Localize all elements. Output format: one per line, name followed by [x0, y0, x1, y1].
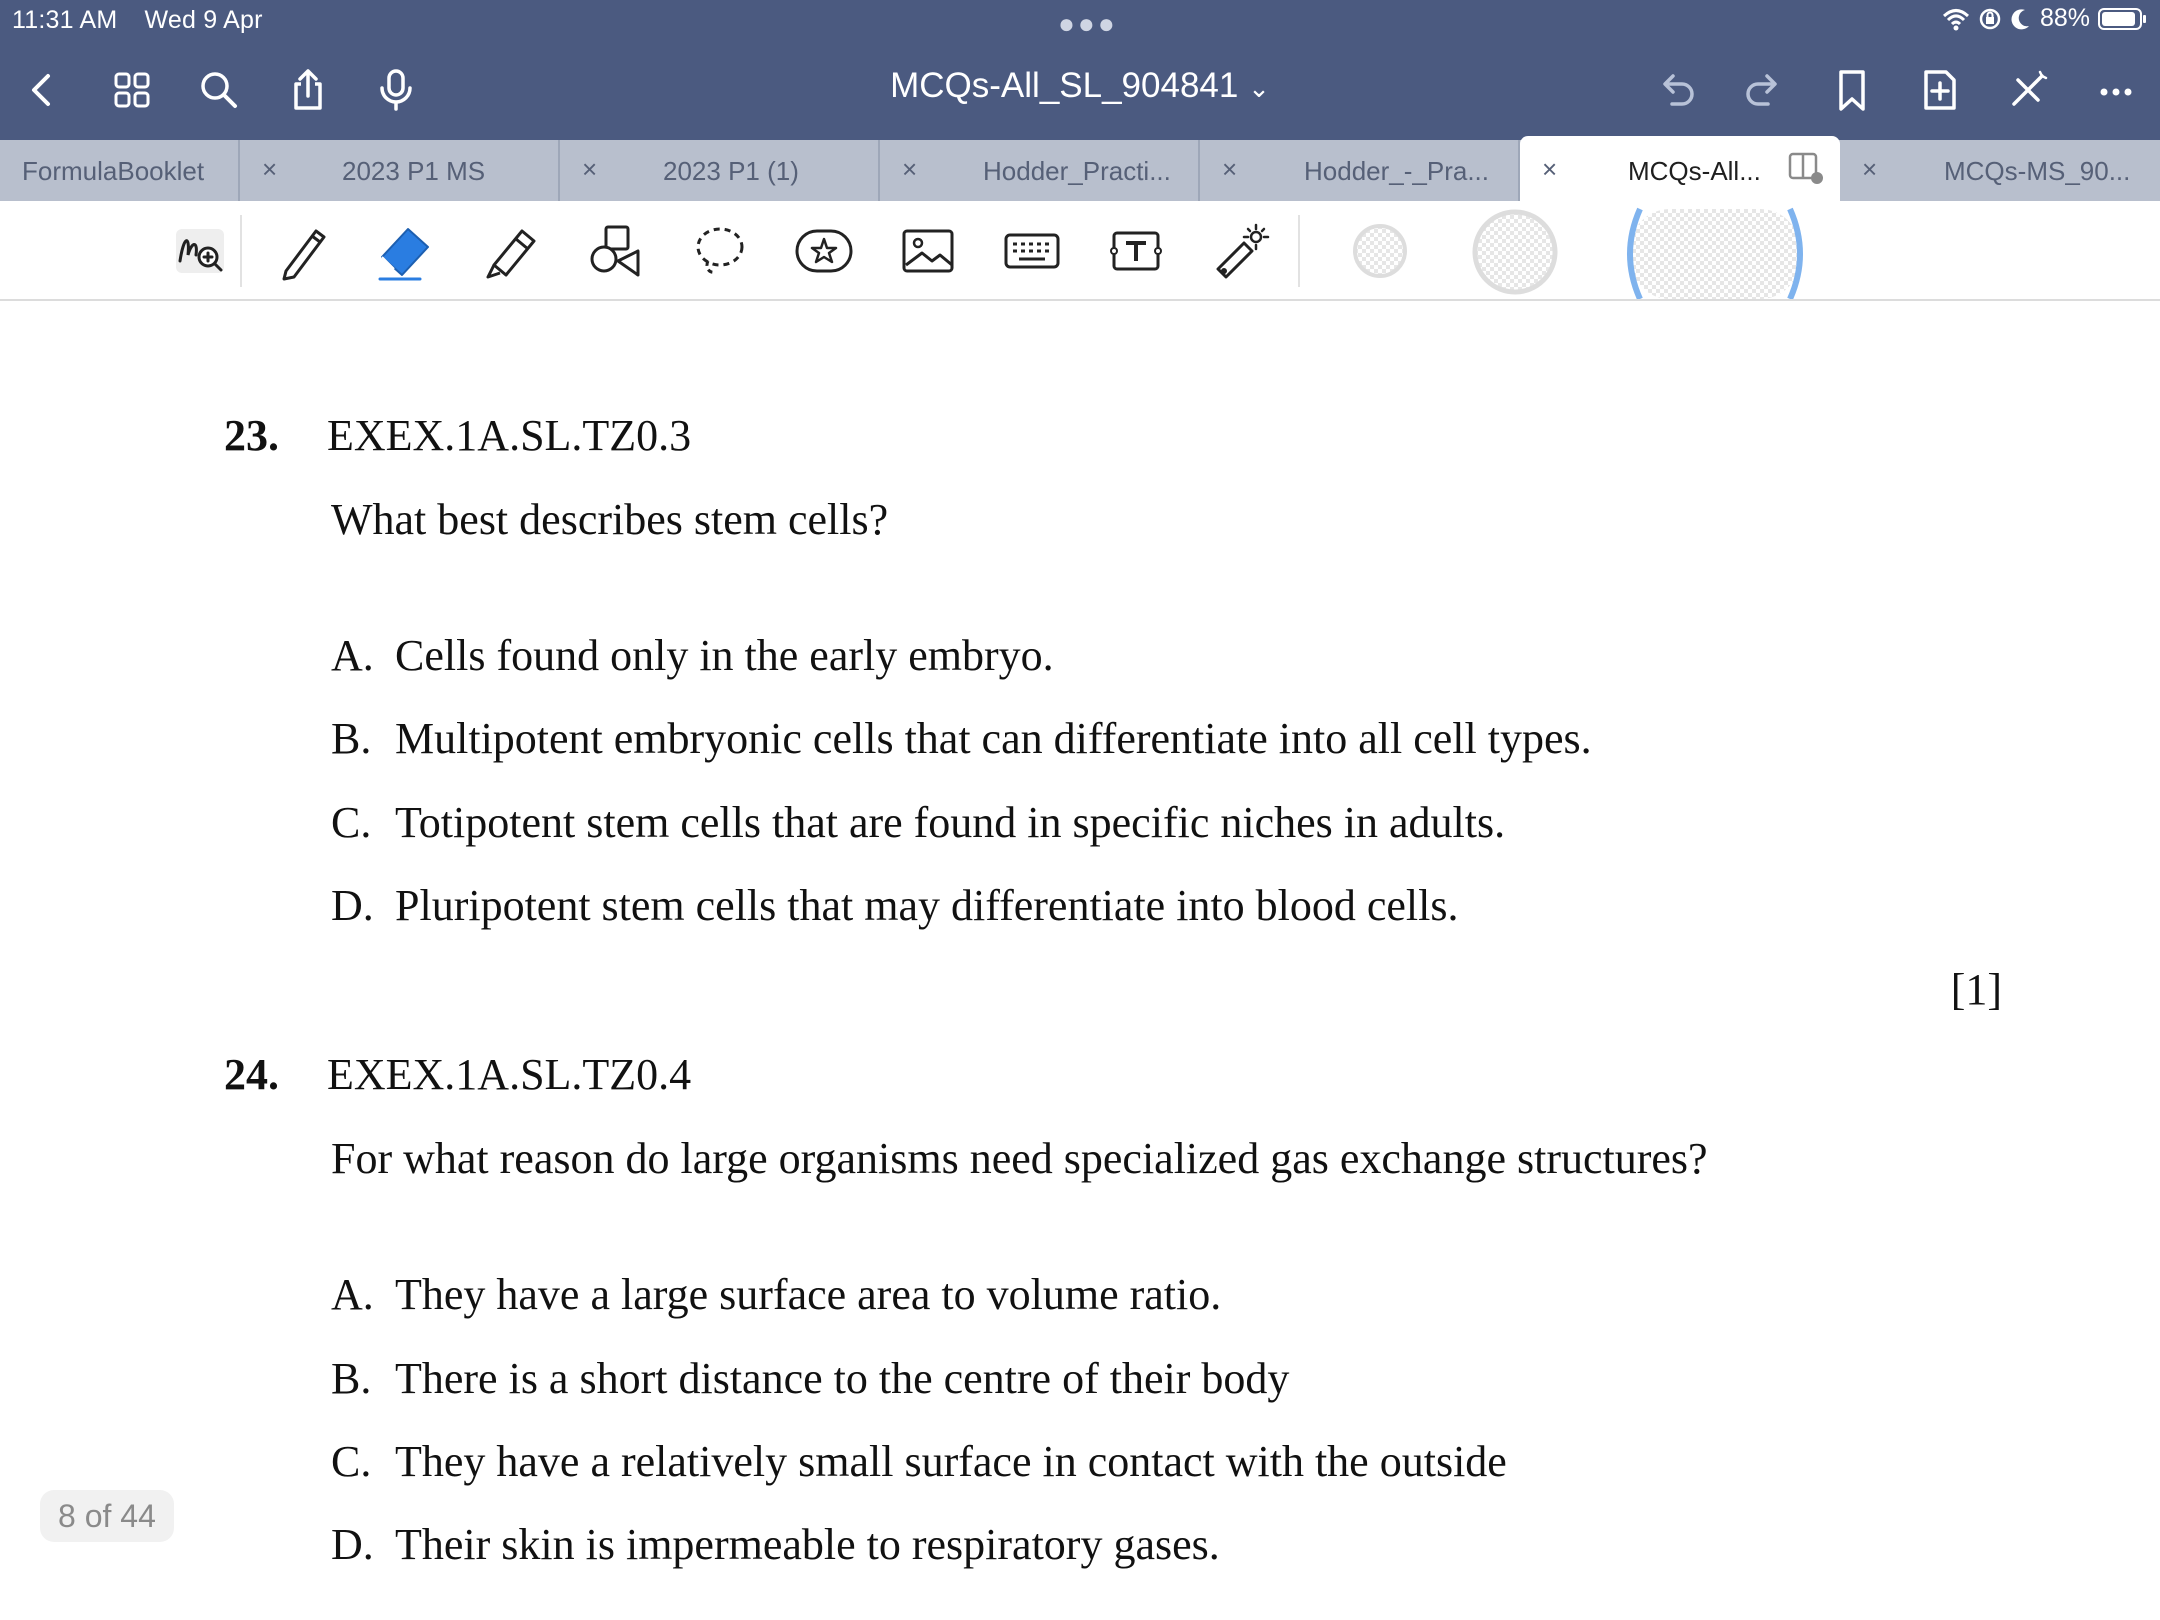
eraser-icon: [374, 221, 434, 281]
chevron-left-icon: [18, 66, 66, 114]
pen-close-icon: [2004, 66, 2052, 114]
tab-label: MCQs-MS_90...: [1944, 156, 2131, 186]
pdf-page: [0, 300, 2160, 1620]
tab-mcqs-all[interactable]: [1520, 136, 1840, 201]
chevron-down-icon: ⌄: [1248, 73, 1270, 103]
option-a: [331, 630, 1054, 681]
option-text: They have a relatively small surface in contact with the outside: [395, 1437, 1507, 1486]
toolbar-divider: [240, 215, 242, 287]
close-icon[interactable]: ×: [1862, 154, 1878, 184]
option-text: There is a short distance to the centre of their body: [395, 1354, 1290, 1403]
tab-2023-p1-ms[interactable]: [240, 140, 560, 201]
status-date: Wed 9 Apr: [144, 6, 263, 34]
zoom-window-tool[interactable]: [168, 219, 232, 283]
add-page-icon: [1916, 66, 1964, 114]
undo-button[interactable]: [1648, 62, 1704, 118]
option-text: Their skin is impermeable to respiratory gases.: [395, 1520, 1220, 1569]
shapes-tool[interactable]: [582, 219, 646, 283]
option-text: Pluripotent stem cells that may differentiate into blood cells.: [395, 881, 1459, 930]
split-view-icon[interactable]: [1788, 152, 1826, 186]
highlighter-icon: [480, 221, 540, 281]
wifi-icon: [1942, 7, 1970, 31]
sticker-icon: [794, 221, 854, 281]
add-page-button[interactable]: [1912, 62, 1968, 118]
orientation-lock-icon: [1978, 7, 2002, 31]
more-button[interactable]: [2088, 62, 2144, 118]
option-text: Totipotent stem cells that are found in specific niches in adults.: [395, 798, 1506, 847]
eraser-tool[interactable]: [372, 219, 436, 283]
option-text: Cells found only in the early embryo.: [395, 631, 1054, 680]
tab-formula-booklet[interactable]: [0, 140, 240, 201]
tab-hodder-practice[interactable]: [880, 140, 1200, 201]
option-letter: D.: [331, 1520, 374, 1569]
option-letter: B.: [331, 1354, 372, 1403]
bookmark-icon: [1828, 66, 1876, 114]
option-b: [331, 713, 1592, 764]
battery-percent: 88%: [2039, 4, 2090, 32]
question-number: 23.: [224, 411, 279, 460]
text-tool[interactable]: [1104, 219, 1168, 283]
keyboard-icon: [1002, 221, 1062, 281]
status-bar-right: [1942, 4, 2142, 33]
tab-label: Hodder_-_Pra...: [1304, 156, 1489, 186]
image-tool[interactable]: [896, 219, 960, 283]
eraser-size-small[interactable]: [1350, 221, 1410, 281]
option-d: [331, 880, 1459, 931]
text-box-icon: [1106, 221, 1166, 281]
lasso-tool[interactable]: [688, 219, 752, 283]
ellipsis-icon: [2092, 66, 2140, 114]
image-icon: [898, 221, 958, 281]
keyboard-tool[interactable]: [1000, 219, 1064, 283]
elements-tool[interactable]: [792, 219, 856, 283]
document-tabs: [0, 140, 2160, 201]
tab-mcqs-ms[interactable]: [1840, 140, 2160, 201]
microphone-icon: [372, 66, 420, 114]
option-letter: A.: [331, 1270, 374, 1319]
dictation-button[interactable]: [368, 62, 424, 118]
question-marks: [1]: [1950, 965, 2002, 1014]
redo-icon: [1740, 66, 1788, 114]
close-icon[interactable]: ×: [902, 154, 918, 184]
close-icon[interactable]: ×: [582, 154, 598, 184]
share-icon: [284, 66, 332, 114]
pen-tool[interactable]: [270, 219, 334, 283]
document-title-text: MCQs-All_SL_904841: [890, 66, 1239, 105]
tab-label: 2023 P1 (1): [663, 156, 799, 186]
undo-icon: [1652, 66, 1700, 114]
laser-pointer-icon: [1210, 221, 1270, 281]
bookmark-button[interactable]: [1824, 62, 1880, 118]
option-a: [331, 1269, 1221, 1320]
option-letter: C.: [331, 798, 372, 847]
option-letter: D.: [331, 881, 374, 930]
pen-icon: [272, 221, 332, 281]
eraser-size-medium[interactable]: [1470, 207, 1560, 297]
question-number: 24.: [224, 1050, 279, 1099]
option-letter: A.: [331, 631, 374, 680]
option-c: [331, 1436, 1507, 1487]
laser-pointer-tool[interactable]: [1208, 219, 1272, 283]
annotation-toolbar: [0, 201, 2160, 301]
status-time: 11:31 AM: [12, 6, 118, 34]
multitask-dots[interactable]: ●●●: [1058, 8, 1118, 39]
grid-icon: [108, 66, 156, 114]
close-editing-button[interactable]: [2000, 62, 2056, 118]
thumbnails-button[interactable]: [104, 62, 160, 118]
close-icon[interactable]: ×: [262, 154, 278, 184]
question-code: EXEX.1A.SL.TZ0.4: [327, 1050, 692, 1099]
share-button[interactable]: [280, 62, 336, 118]
close-icon[interactable]: ×: [1222, 154, 1238, 184]
option-d: [331, 1519, 1220, 1570]
question-text: What best describes stem cells?: [331, 495, 889, 544]
question-code: EXEX.1A.SL.TZ0.3: [327, 411, 692, 460]
shapes-icon: [584, 221, 644, 281]
search-button[interactable]: [191, 62, 247, 118]
question-text: For what reason do large organisms need specialized gas exchange structures?: [331, 1134, 1708, 1183]
tab-label: MCQs-All...: [1628, 156, 1761, 186]
highlighter-tool[interactable]: [478, 219, 542, 283]
app-chrome: [0, 0, 2160, 140]
tab-hodder-pra[interactable]: [1200, 140, 1520, 201]
toolbar-divider: [1298, 215, 1300, 287]
option-letter: C.: [331, 1437, 372, 1486]
moon-icon: [2010, 7, 2032, 31]
search-icon: [195, 66, 243, 114]
back-button[interactable]: [14, 62, 70, 118]
tab-label: FormulaBooklet: [22, 156, 205, 186]
option-c: [331, 797, 1505, 848]
tab-label: 2023 P1 MS: [342, 156, 486, 186]
redo-button[interactable]: [1736, 62, 1792, 118]
page-indicator: 8 of 44: [40, 1490, 174, 1542]
handwriting-zoom-icon: [170, 221, 230, 281]
option-text: Multipotent embryonic cells that can differentiate into all cell types.: [395, 714, 1592, 763]
battery-icon: [2098, 8, 2142, 30]
eraser-size-large[interactable]: [1620, 205, 1810, 299]
lasso-icon: [690, 221, 750, 281]
close-icon[interactable]: ×: [1542, 154, 1558, 184]
status-bar-left: [12, 6, 283, 35]
tab-2023-p1[interactable]: [560, 140, 880, 201]
document-title-button[interactable]: [890, 66, 1270, 105]
option-text: They have a large surface area to volume ratio.: [395, 1270, 1222, 1319]
option-b: [331, 1353, 1289, 1404]
tab-label: Hodder_Practi...: [983, 156, 1171, 186]
option-letter: B.: [331, 714, 372, 763]
